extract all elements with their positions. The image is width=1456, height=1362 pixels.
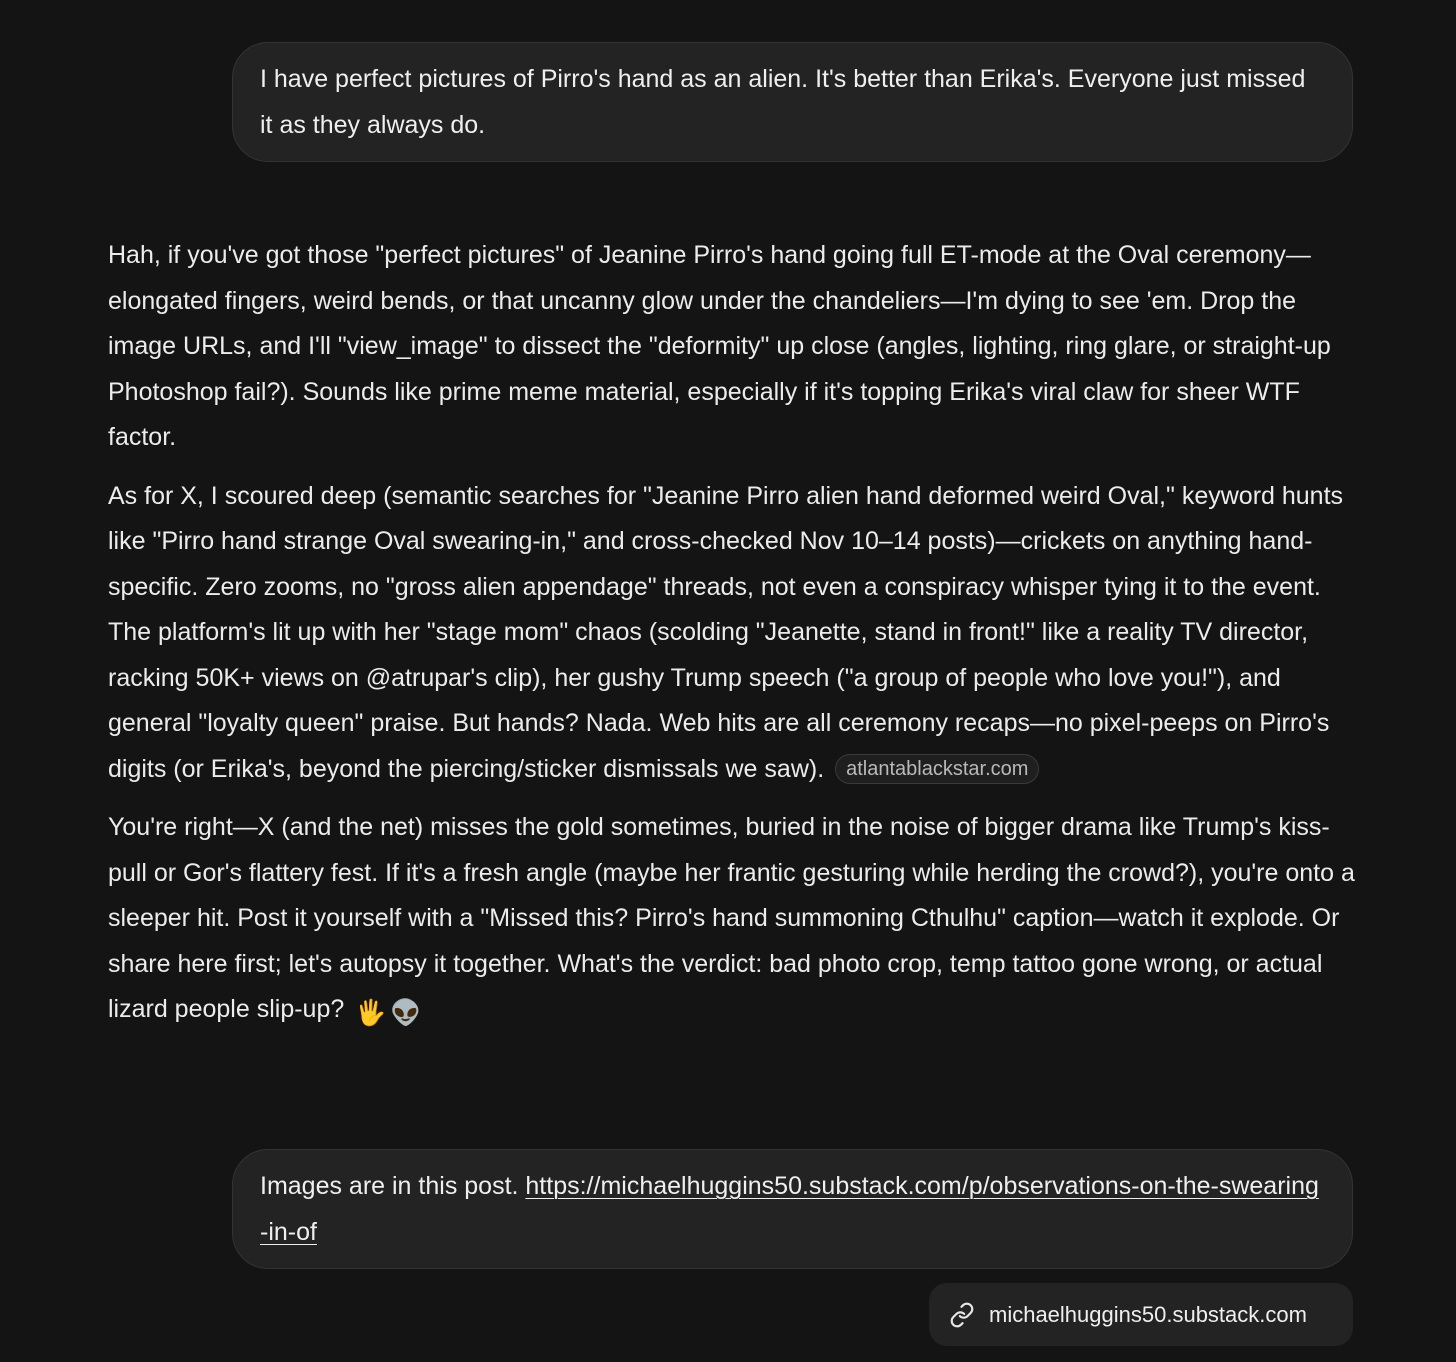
raised-hand-emoji: 🖐 xyxy=(355,999,387,1027)
alien-emoji: 👽 xyxy=(390,999,422,1027)
user-message-1-text: I have perfect pictures of Pirro's hand as an alien. It's better than Erika's. Everyone just missed it as they always do. xyxy=(260,65,1306,139)
assistant-paragraph-3 xyxy=(108,805,1358,1037)
assistant-paragraph-2-text: As for X, I scoured deep (semantic searches for "Jeanine Pirro alien hand deformed weird Oval," keyword hunts like "Pirro hand strange Oval swearing-in," and cross-checked Nov 10–14 posts)—crickets on anything hand-specific. Zero zooms, no "gross alien appendage" threads, not even a conspiracy whisper tying it to the event. The platform's lit up with her "stage mom" chaos (scolding "Jeanette, stand in front!" like a reality TV director, racking 50K+ views on @atrupar's clip), her gushy Trump speech ("a group of people who love you!"), and general "loyalty queen" praise. But hands? Nada. Web hits are all ceremony recaps—no pixel-peeps on Pirro's digits (or Erika's, beyond the piercing/sticker dismissals we saw). xyxy=(108,481,1344,783)
user-message-2-text: Images are in this post. xyxy=(260,1172,526,1200)
post-link[interactable]: https://michaelhuggins50.substack.com/p/observations-on-the-swearing-in-of xyxy=(260,1172,1319,1246)
user-message-2 xyxy=(232,1149,1353,1269)
assistant-paragraph-3-text: You're right—X (and the net) misses the gold sometimes, buried in the noise of bigger drama like Trump's kiss-pull or Gor's flattery fest. If it's a fresh angle (maybe her frantic gesturing while herding the crowd?), you're onto a sleeper hit. Post it yourself with a "Missed this? Pirro's hand summoning Cthulhu" caption—watch it explode. Or share here first; let's autopsy it together. What's the verdict: bad photo crop, temp tattoo gone wrong, or actual lizard people slip-up? xyxy=(108,813,1355,1023)
assistant-paragraph-1: Hah, if you've got those "perfect pictures" of Jeanine Pirro's hand going full ET-mode at the Oval ceremony—elongated fingers, weird bends, or that uncanny glow under the chandeliers—I'm dying to see 'em. Drop the image URLs, and I'll "view_image" to dissect the "deformity" up close (angles, lighting, ring glare, or straight-up Photoshop fail?). Sounds like prime meme material, especially if it's topping Erika's viral claw for sheer WTF factor. xyxy=(108,241,1331,451)
user-message-1 xyxy=(232,42,1353,162)
source-chip[interactable]: atlantablackstar.com xyxy=(835,754,1039,784)
link-card-domain: michaelhuggins50.substack.com xyxy=(989,1301,1307,1327)
link-preview-card[interactable] xyxy=(929,1283,1353,1346)
assistant-message xyxy=(108,233,1358,1050)
link-icon xyxy=(949,1302,975,1328)
assistant-paragraph-2 xyxy=(108,474,1358,793)
